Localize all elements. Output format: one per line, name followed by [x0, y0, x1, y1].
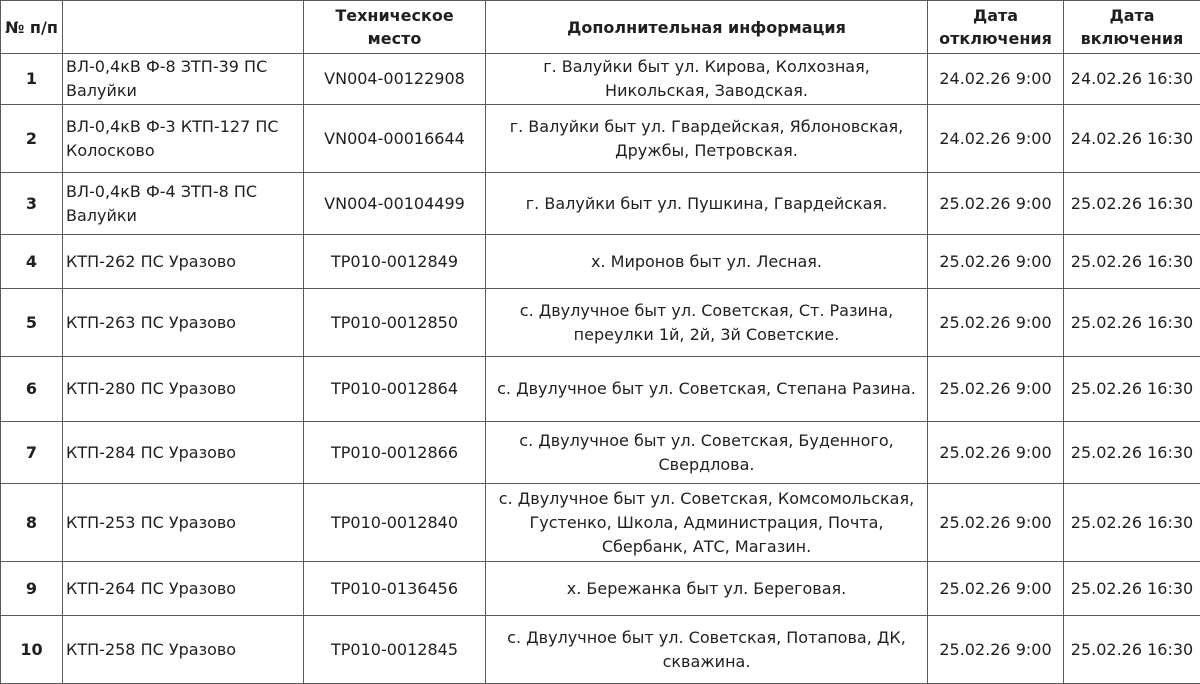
header-tech-place: Техническое место: [304, 1, 486, 54]
header-additional-info: Дополнительная информация: [486, 1, 928, 54]
row-number: 2: [1, 105, 63, 173]
row-additional-info: с. Двулучное быт ул. Советская, Буденного, Свердлова.: [486, 422, 928, 484]
row-object: ВЛ-0,4кВ Ф-4 ЗТП-8 ПС Валуйки: [63, 173, 304, 235]
row-date-off: 25.02.26 9:00: [928, 289, 1064, 357]
row-additional-info: с. Двулучное быт ул. Советская, Комсомольская, Густенко, Школа, Администрация, Почта, Сбербанк, АТС, Магазин.: [486, 484, 928, 562]
row-number: 1: [1, 54, 63, 105]
row-date-off: 25.02.26 9:00: [928, 616, 1064, 684]
row-date-off: 25.02.26 9:00: [928, 422, 1064, 484]
row-date-on: 25.02.26 16:30: [1064, 616, 1200, 684]
row-object: КТП-264 ПС Уразово: [63, 562, 304, 616]
row-tech-place: TP010-0012849: [304, 235, 486, 289]
row-object: КТП-263 ПС Уразово: [63, 289, 304, 357]
table-row: [1, 105, 1200, 173]
table-row: [1, 484, 1200, 562]
row-number: 7: [1, 422, 63, 484]
row-date-off: 24.02.26 9:00: [928, 54, 1064, 105]
row-additional-info: г. Валуйки быт ул. Пушкина, Гвардейская.: [486, 173, 928, 235]
row-object: ВЛ-0,4кВ Ф-3 КТП-127 ПС Колосково: [63, 105, 304, 173]
row-tech-place: TP010-0136456: [304, 562, 486, 616]
row-tech-place: TP010-0012850: [304, 289, 486, 357]
row-tech-place: VN004-00122908: [304, 54, 486, 105]
row-tech-place: VN004-00104499: [304, 173, 486, 235]
row-number: 6: [1, 357, 63, 422]
table-row: [1, 173, 1200, 235]
header-date-off: Дата отключения: [928, 1, 1064, 54]
row-date-off: 25.02.26 9:00: [928, 173, 1064, 235]
header-number: № п/п: [1, 1, 63, 54]
row-date-off: 25.02.26 9:00: [928, 357, 1064, 422]
table-row: [1, 562, 1200, 616]
row-date-on: 24.02.26 16:30: [1064, 105, 1200, 173]
row-date-off: 25.02.26 9:00: [928, 235, 1064, 289]
row-object: КТП-280 ПС Уразово: [63, 357, 304, 422]
row-date-on: 25.02.26 16:30: [1064, 484, 1200, 562]
header-object: [63, 1, 304, 54]
row-object: КТП-253 ПС Уразово: [63, 484, 304, 562]
row-date-on: 24.02.26 16:30: [1064, 54, 1200, 105]
row-additional-info: с. Двулучное быт ул. Советская, Ст. Разина, переулки 1й, 2й, 3й Советские.: [486, 289, 928, 357]
row-tech-place: TP010-0012840: [304, 484, 486, 562]
row-number: 10: [1, 616, 63, 684]
table-row: [1, 54, 1200, 105]
table-header-row: [1, 1, 1200, 54]
table-row: [1, 616, 1200, 684]
header-date-on: Дата включения: [1064, 1, 1200, 54]
row-additional-info: с. Двулучное быт ул. Советская, Потапова, ДК, скважина.: [486, 616, 928, 684]
row-tech-place: VN004-00016644: [304, 105, 486, 173]
row-object: КТП-258 ПС Уразово: [63, 616, 304, 684]
row-additional-info: х. Бережанка быт ул. Береговая.: [486, 562, 928, 616]
row-object: ВЛ-0,4кВ Ф-8 ЗТП-39 ПС Валуйки: [63, 54, 304, 105]
row-additional-info: г. Валуйки быт ул. Кирова, Колхозная, Никольская, Заводская.: [486, 54, 928, 105]
table-row: [1, 289, 1200, 357]
row-date-on: 25.02.26 16:30: [1064, 562, 1200, 616]
row-date-on: 25.02.26 16:30: [1064, 235, 1200, 289]
row-tech-place: TP010-0012845: [304, 616, 486, 684]
row-date-off: 25.02.26 9:00: [928, 562, 1064, 616]
row-number: 8: [1, 484, 63, 562]
row-object: КТП-262 ПС Уразово: [63, 235, 304, 289]
row-date-on: 25.02.26 16:30: [1064, 422, 1200, 484]
row-date-on: 25.02.26 16:30: [1064, 357, 1200, 422]
row-date-on: 25.02.26 16:30: [1064, 173, 1200, 235]
row-tech-place: TP010-0012866: [304, 422, 486, 484]
table-row: [1, 422, 1200, 484]
row-number: 3: [1, 173, 63, 235]
row-date-off: 25.02.26 9:00: [928, 484, 1064, 562]
table-row: [1, 357, 1200, 422]
row-number: 9: [1, 562, 63, 616]
row-number: 5: [1, 289, 63, 357]
row-tech-place: TP010-0012864: [304, 357, 486, 422]
row-object: КТП-284 ПС Уразово: [63, 422, 304, 484]
row-number: 4: [1, 235, 63, 289]
table-row: [1, 235, 1200, 289]
row-additional-info: х. Миронов быт ул. Лесная.: [486, 235, 928, 289]
row-additional-info: с. Двулучное быт ул. Советская, Степана Разина.: [486, 357, 928, 422]
row-additional-info: г. Валуйки быт ул. Гвардейская, Яблоновская, Дружбы, Петровская.: [486, 105, 928, 173]
row-date-on: 25.02.26 16:30: [1064, 289, 1200, 357]
row-date-off: 24.02.26 9:00: [928, 105, 1064, 173]
